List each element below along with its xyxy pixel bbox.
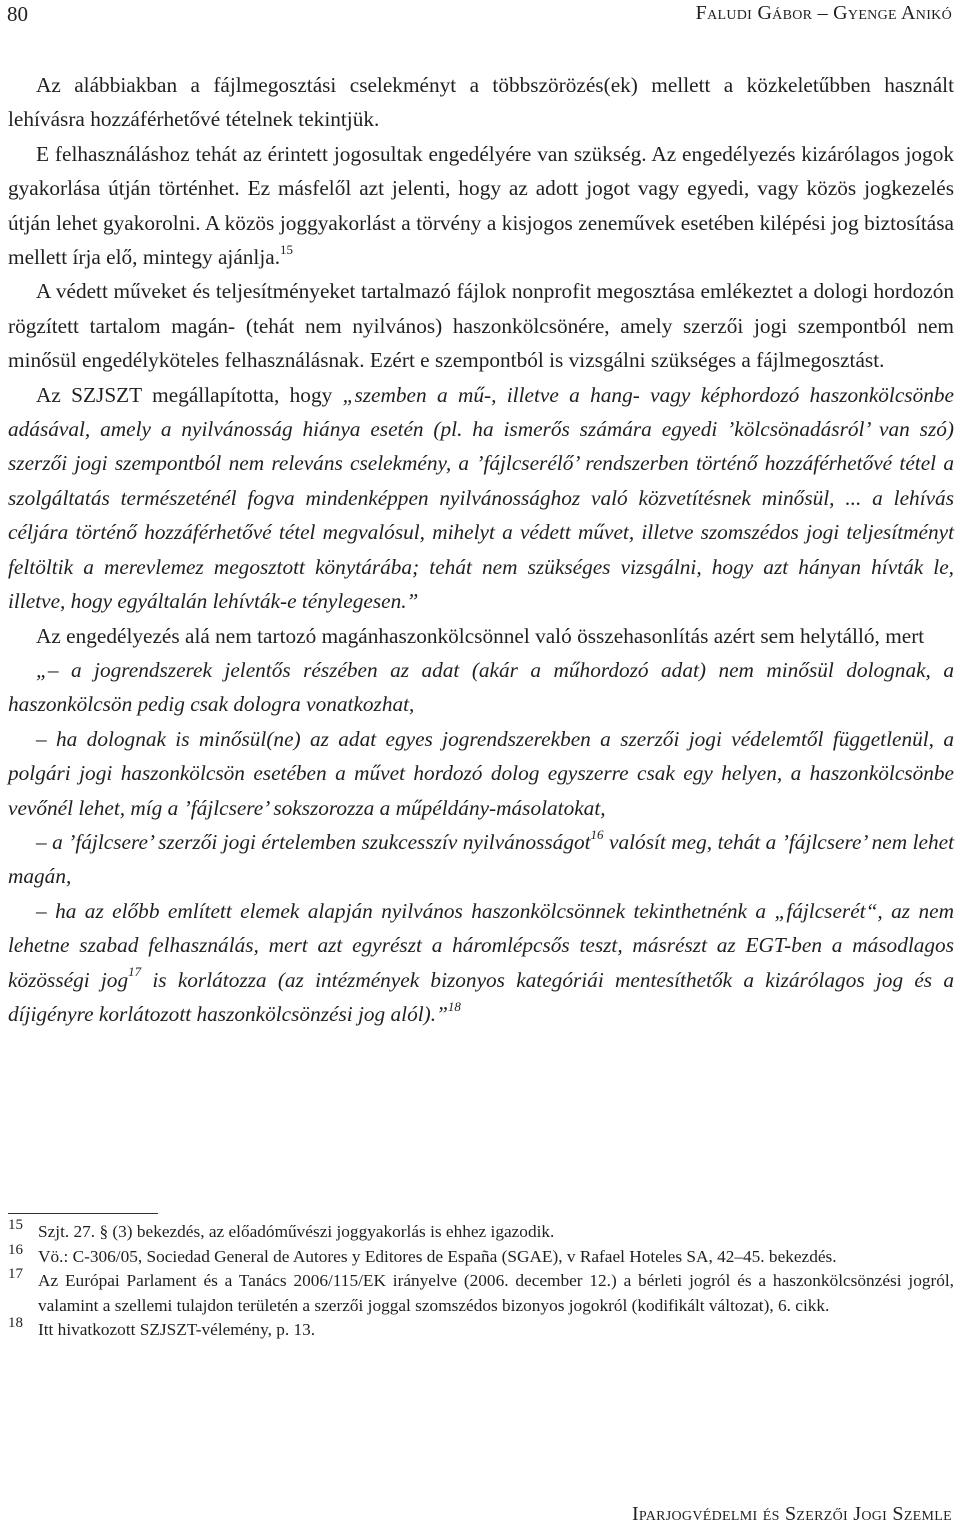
paragraph-3: A védett műveket és teljesítményeket tartalmazó fájlok nonprofit megosztása emlékeztet a dologi hordozón rögzített tartalom magán- (tehát nem nyilvános) haszonkölcsönére, amely szerzői jogi szempontból nem minősül engedélyköteles felhasználásnak. Ezért e szempontból is vizsgálni szükséges a fájlmegosztást.	[8, 279, 954, 373]
paragraph-4-lead: Az SZJSZT megállapította, hogy	[36, 382, 333, 407]
footnote-ref-15[interactable]: 15	[280, 241, 294, 257]
list-item-3-text-a: – a ’fájlcsere’ szerzői jogi értelemben szukcesszív nyilvánosságot	[36, 829, 591, 854]
footnote-number: 17	[8, 1266, 23, 1282]
footnote-ref-18[interactable]: 18	[447, 998, 461, 1014]
footnote-15	[8, 1217, 954, 1245]
footnote-17	[8, 1266, 954, 1318]
paragraph-1: Az alábbiakban a fájlmegosztási cselekményt a többszörözés(ek) mellett a közkeletűbben használt lehívásra hozzáférhetővé tételnek tekintjük.	[8, 73, 954, 132]
footnote-ref-16[interactable]: 16	[590, 826, 604, 842]
paragraph-4	[8, 378, 954, 619]
paragraph-2	[8, 137, 954, 275]
list-item-2: – ha dolognak is minősül(ne) az adat egyes jogrendszerekben a szerzői jogi védelemtől függetlenül, a polgári jogi haszonkölcsön esetében a művet hordozó dolog egyszerre csak egy helyen, a haszonkölcsönbe vevőnél lehet, míg a ’fájlcsere’ sokszorozza a műpéldány-másolatokat,	[8, 726, 954, 820]
footnote-number: 15	[8, 1217, 23, 1233]
footnote-number: 16	[8, 1241, 23, 1258]
szjszt-quote: „szemben a mű-, illetve a hang- vagy képhordozó haszonkölcsönbe adásával, amely a nyilvánosság hiánya esetén (pl. ha ismerős számára egyedi ’kölcsönadásról’ van szó) szerzői jogi szempontból nem releváns cselekmény, a ’fájlcserélő’ rendszerben történő hozzáférhetővé tétel a szolgáltatás természeténél fogva mindenképpen nyilvánossághoz való közvetítésnek minősül, ... a lehívás céljára történő hozzáférhetővé tétel megvalósul, mihelyt a védett művet, illetve szomszédos jogi teljesítményt feltöltik a merevlemez megosztott könytárába; tehát nem szükséges vizsgálni, hogy azt hányan hívták le, illetve, hogy egyáltalán lehívták-e ténylegesen.”	[8, 382, 954, 614]
list-item-1: „– a jogrendszerek jelentős részében az adat (akár a műhordozó adat) nem minősül dolognak, a haszonkölcsön pedig csak dologra vonatkozhat,	[8, 657, 954, 717]
footnote-number: 18	[8, 1315, 23, 1331]
footnote-text: Itt hivatkozott SZJSZT-vélemény, p. 13.	[38, 1320, 316, 1339]
footnote-ref-17[interactable]: 17	[128, 964, 142, 980]
page-number: 80	[7, 2, 28, 26]
footnote-text: Vö.: C-306/05, Sociedad General de Autores y Editores de España (SGAE), v Rafael Hoteles SA, 42–45. bekezdés.	[38, 1246, 837, 1266]
footnote-text: Szjt. 27. § (3) bekezdés, az előadóművészi joggyakorlás is ehhez igazodik.	[38, 1222, 555, 1241]
journal-footer: Iparjogvédelmi és Szerzői Jogi Szemle	[631, 1503, 952, 1525]
footnote-divider	[8, 1213, 158, 1214]
footnote-text: Az Európai Parlament és a Tanács 2006/115/EK irányelve (2006. december 12.) a bérleti jogról és a haszonkölcsönzési jogról, valamint a szellemi tulajdon területén a szerzői joggal szomszédos bizonyos jogokról (kodifikált változat), 6. cikk.	[38, 1271, 954, 1315]
main-text	[8, 68, 954, 1031]
footnotes	[8, 1213, 954, 1343]
list-item-3	[8, 825, 954, 894]
page-header	[0, 0, 960, 40]
running-head-authors: Faludi Gábor – Gyenge Anikó	[695, 2, 952, 24]
paragraph-2-text: E felhasználáshoz tehát az érintett jogosultak engedélyére van szükség. Az engedélyezés kizárólagos jogok gyakorlása útján történhet. Ez másfelől azt jelenti, hogy az adott jogot vagy egyedi, vagy közös jogkezelés útján lehet gyakorolni. A közös joggyakorlást a törvény a kisjogos zeneművek esetében kilépési jog biztosítása mellett írja elő, mintegy ajánlja.	[8, 141, 954, 270]
list-item-4	[8, 894, 954, 1032]
list-item-4-text-b: is korlátozza (az intézmények bizonyos kategóriái mentesíthetők a kizárólagos jog és a díjigényre korlátozott haszonkölcsönzési jog alól).”	[8, 967, 954, 1026]
footnote-16	[8, 1241, 954, 1270]
paragraph-5: Az engedélyezés alá nem tartozó magánhaszonkölcsönnel való összehasonlítás azért sem helytálló, mert	[36, 623, 925, 648]
list-item-4-text-a: – ha az előbb említett elemek alapján nyilvános haszonkölcsönnek tekinthetnénk a „fájlcserét“, az nem lehetne szabad felhasználás, mert azt egyrészt a háromlépcsős teszt, másrészt az EGT-ben a másodlagos közösségi jog	[8, 898, 954, 992]
list-item-3-text-b: valósít meg, tehát a ’fájlcsere’ nem lehet magán,	[8, 829, 954, 889]
footnote-18	[8, 1315, 954, 1343]
